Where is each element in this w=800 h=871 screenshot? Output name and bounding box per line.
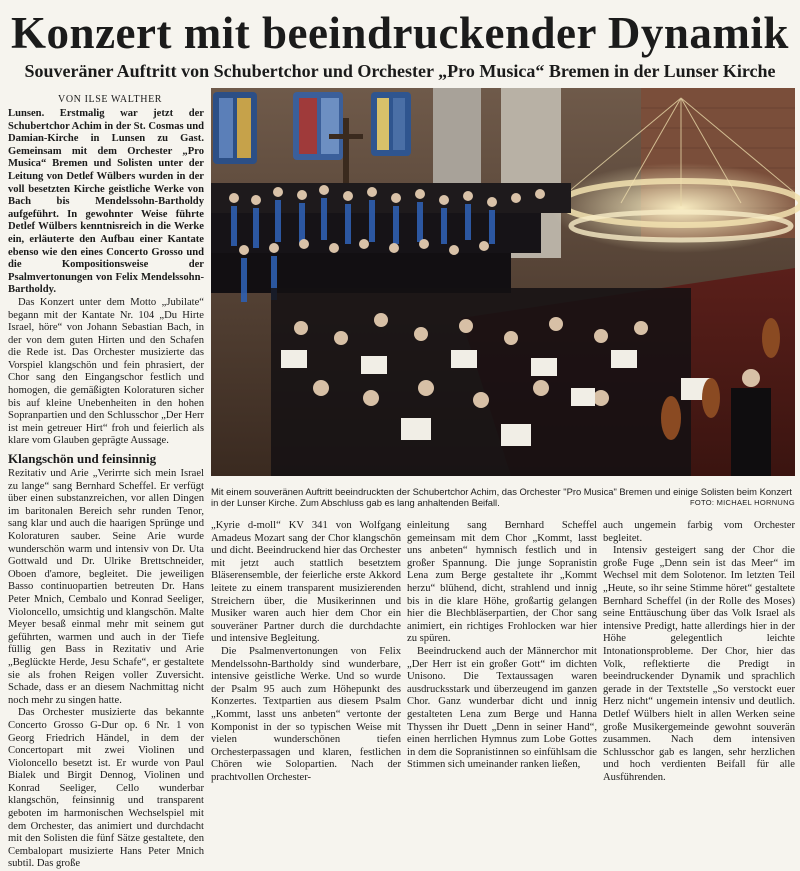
concert-photo — [211, 88, 795, 476]
subheadline: Souveräner Auftritt von Schubertchor und Orchester „Pro Musica“ Bremen in der Lunser Kirche — [24, 61, 776, 81]
article-column-4 — [603, 520, 795, 783]
article-column-3 — [407, 520, 597, 771]
paragraph: Das Konzert unter dem Motto „Jubilate“ begann mit der Kantate Nr. 104 „Du Hirte Israel, höre“ von Johann Sebastian Bach, in der von dem guten Hirten und den Schafen die Rede ist. Das Orchester musizierte das Vorspiel klangschön und fein phrasiert, der Chor sang den Eingangschor festlich und homogen, die gemäßigten Koloraturen sicher bis auf kleine Unebenheiten in den hohen Sopranpartien und den Schlusschor „Der Herr ist mein getreuer Hirt“ froh und feierlich als klare vom Glauben geprägte Aussage. — [8, 296, 204, 447]
paragraph: einleitung sang Bernhard Scheffel gemeinsam mit dem Chor „Kommt, lasst uns anbeten“ hymnisch festlich und in großer Spannung. Die junge Sopranistin Lena zum Berge gestaltete ihr „Kommt herzu“ blühend, dicht, strahlend und innig bis in die klare Höhe, großartig gelangen hier die Blechbläserpartien, der Chor sang animiert, ein richtiges Frohlocken war hier zu spüren. — [407, 520, 597, 645]
byline: VON ILSE WALTHER — [58, 94, 163, 105]
paragraph: Beeindruckend auch der Männerchor mit „Der Herr ist ein großer Gott“ im dichten Unisono. Die Textaussagen waren ausdrucksstark und überzeugend im ganzen Chor. Ganz wunderbar dicht und innig gestalteten Lena zum Berge und Hanna Thyssen ihr Duett „Denn in seiner Hand“, einen herrlichen Hymnus zum Lobe Gottes in dem die Sopranistinnen so einfühlsam die Stimmen sich umeinander ranken ließen, — [407, 645, 597, 771]
paragraph: Intensiv gesteigert sang der Chor die große Fuge „Denn sein ist das Meer“ im Wechsel mit dem Solotenor. Im letzten Teil „Heute, so ihr seine Stimme höret“ gestaltete Bernhard Scheffel (in der Rolle des Moses) seine Enttäuschung über das Volk Israel als intensive Predigt, hatte allerdings hier in der Höhe gelegentlich leichte Intonationsprobleme. Der Chor, hier das Volk, reflektierte die Predigt in beeindruckender Dynamik und sprachlich gerade in der Textstelle „So verstockt euer Herz nicht“ ungemein intensiv und deutlich. Detlef Wülbers hielt in allen Werken seine große Musikergemeinde gewohnt souverän zusammen. Nach dem intensiven Schlusschor gab es langen, sehr herzlichen und hoch verdienten Beifall für alle Ausführenden. — [603, 545, 795, 783]
photo-caption — [211, 486, 795, 508]
section-heading: Klangschön und feinsinnig — [8, 451, 157, 467]
lead-paragraph: Lunsen. Erstmalig war jetzt der Schubertchor Achim in der St. Cosmas und Damian-Kirche in Lunsen zu Gast. Gemeinsam mit dem Orchester „Pro Musica“ Bremen und Solisten unter der Leitung von Detlef Wülbers wurden in der voll besetzten Kirche geistliche Werke von Bach bis Mendelssohn-Bartholdy aufgeführt. In gewohnter Weise führte Detlef Wülbers kenntnisreich in die Werke ein, erläuterte den Aufbau einer Kantate ebenso wie den eines Concerto Grosso und die Kompositionsweise der Psalmvertonungen von Felix Mendelssohn-Bartholdy. — [8, 108, 204, 296]
paragraph: Das Orchester musizierte das bekannte Concerto Grosso G-Dur op. 6 Nr. 1 von Georg Friedrich Händel, in dem der Concertopart mit zwei Violinen und Violoncello besetzt ist. Er wurde von Paul Bialek und Birgit Dennog, Violinen und Konrad Seeliger, Cello wunderbar klangschön, feinsinnig und transparent geboten im harmonischen Wechselspiel mit dem Orchester, das animiert und durchdacht mit den Solisten die fünf Sätze gestaltete, den Cembalopart musizierte Hans Peter Mnich subtil. Das große — [8, 707, 204, 870]
paragraph: Die Psalmenvertonungen von Felix Mendelssohn-Bartholdy sind wunderbare, intensive geistliche Werke. Und so wurde der Psalm 95 auch zum Höhepunkt des Konzertes. Textpartien aus diesem Psalm „Kommt, lasst uns anbeten“ vertonte der Komponist in der so typischen Weise mit vielen wunderschönen tiefen Orchesterpassagen und klaren, festlichen Chören wie Solopartien. Nach der prachtvollen Orchester- — [211, 645, 401, 783]
article-column-2 — [211, 520, 401, 783]
concert-photo-image — [211, 88, 795, 476]
paragraph: „Kyrie d-moll“ KV 341 von Wolfgang Amadeus Mozart sang der Chor klangschön und dicht. Beeindruckend hier das Orchester mit jetzt auch stattlich besetztem Bläserensemble, der feierliche erste Akkord leitete zu einem transparent musizierenden Streichern über, die Musikerinnen und Musiker waren auch hier dem Chor ein souveräner Partner durch die durchdachte und intensive Begleitung. — [211, 520, 401, 645]
headline: Konzert mit beeindruckender Dynamik — [11, 8, 789, 58]
article-column-1 — [8, 108, 204, 870]
photo-caption-text: Mit einem souveränen Auftritt beeindruckten der Schubertchor Achim, das Orchester "Pro Musica" Bremen und einige Solisten beim Konzert in der Lunser Kirche. Zum Abschluss gab es lang anhaltenden Beifall. — [211, 486, 792, 508]
photo-credit: FOTO: MICHAEL HORNUNG — [689, 498, 795, 507]
paragraph: auch ungemein farbig vom Orchester begleitet. — [603, 520, 795, 544]
paragraph: Rezitativ und Arie „Verirrte sich mein Israel zu lange“ sang Bernhard Scheffel. Er verfügt über einen substanzreichen, vor allen Dingen im baritonalen Bereich sehr runden Tenor, sang klar und auch die haarigen Sprünge und Koloraturen sauber. Seine Arie wurde wunderschön warm und intensiv von Dr. Uta Gottwald und Dr. Ulrike Brettschneider, Oboen d'amore, begleitet. Die jeweiligen Basso continuopartien betreuten Dr. Hans Peter Mnich, Cembalo und Konrad Seeliger, Violoncello, umsichtig und klangschön. Malte Meyer besaß einmal mehr mit seinem gut geführten, warmen und auch in der Tiefe füllig gen Bass in Rezitativ und Arie „Beglückte Herde, Jesu Schafe“, er gestaltete sie als frohen Reigen voller Zuversicht. Schade, dass er an diesem Nachmittag nicht noch mehr zu singen hatte. — [8, 468, 204, 706]
